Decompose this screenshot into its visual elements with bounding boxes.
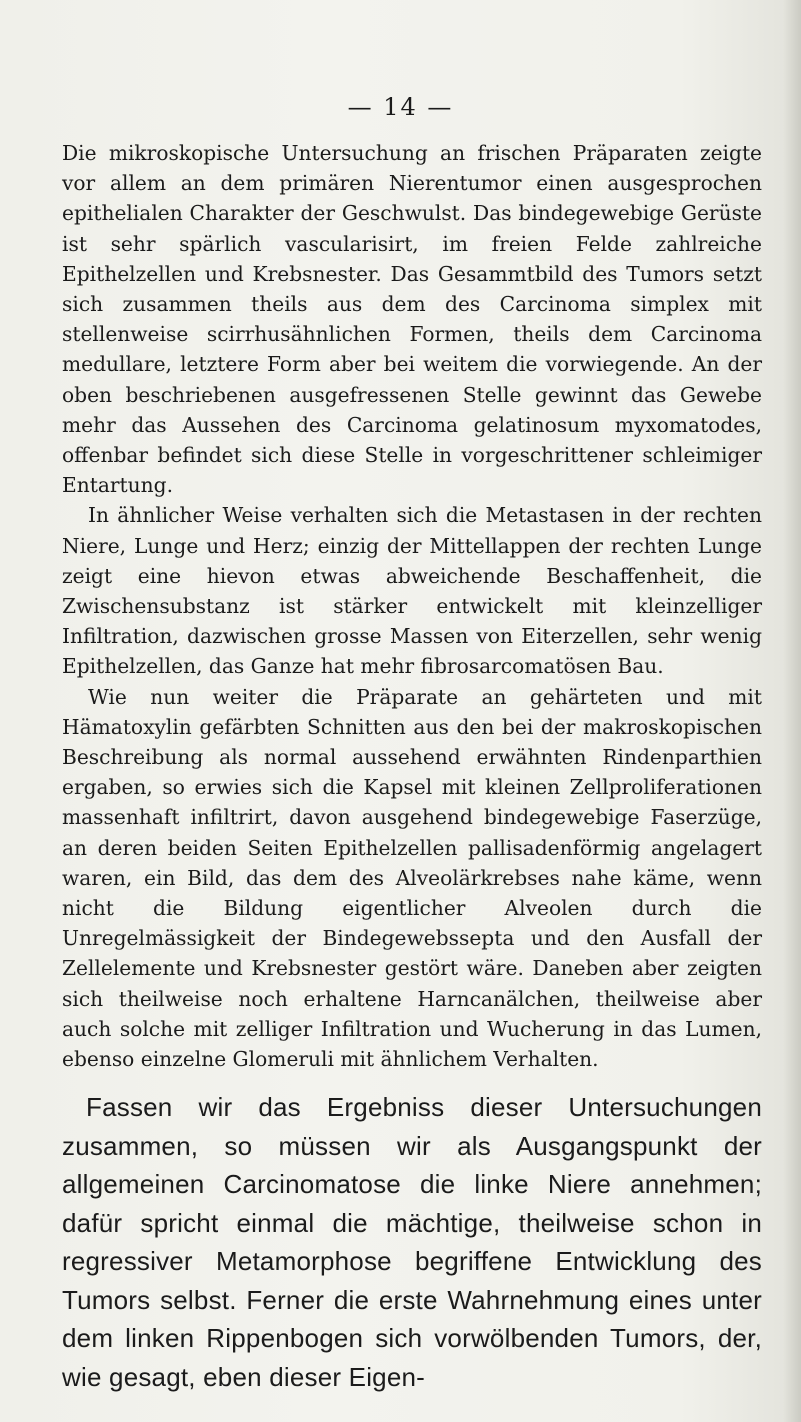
- paragraph-metastases: In ähnlicher Weise verhalten sich die Metastasen in der rechten Niere, Lunge und Herz; einzig der Mittellappen der rechten Lunge zeigt eine hievon etwas abweichende Beschaffenheit, die Zwischensubstanz ist stärker entwickelt mit kleinzelliger Infiltration, dazwischen grosse Massen von Eiterzellen, sehr wenig Epithelzellen, das Ganze hat mehr fibrosarcomatösen Bau.: [62, 503, 762, 679]
- page-body: [62, 138, 762, 1396]
- page-edge-shadow: [783, 0, 801, 1422]
- paragraph-hardened-sections: Wie nun weiter die Präparate an gehärteten und mit Hämatoxylin gefärbten Schnitten aus den bei der makroskopischen Beschreibung als normal aussehend erwähnten Rindenparthien ergaben, so erwies sich die Kapsel mit kleinen Zellproliferationen massenhaft infiltrirt, davon ausgehend bindegewebige Faserzüge, an deren beiden Seiten Epithelzellen pallisadenförmig angelagert waren, ein Bild, das dem des Alveolärkrebses nahe käme, wenn nicht die Bildung eigentlicher Alveolen durch die Unregelmässigkeit der Bindegewebssepta und den Ausfall der Zellelemente und Krebsnester gestört wäre. Daneben aber zeigten sich theilweise noch erhaltene Harncanälchen, theilweise aber auch solche mit zelliger Infiltration und Wucherung in das Lumen, ebenso einzelne Glomeruli mit ähnlichem Verhalten.: [62, 684, 762, 1072]
- paragraph-microscopic-findings: Die mikroskopische Untersuchung an frischen Präparaten zeigte vor allem an dem primären Nierentumor einen ausgesprochen epithelialen Charakter der Geschwulst. Das bindegewebige Gerüste ist sehr spärlich vascularisirt, im freien Felde zahlreiche Epithelzellen und Krebsnester. Das Gesammtbild des Tumors setzt sich zusammen theils aus dem des Carcinoma simplex mit stellenweise scirrhusähnlichen Formen, theils dem Carcinoma medullare, letztere Form aber bei weitem die vorwiegende. An der oben beschriebenen ausgefressenen Stelle gewinnt das Gewebe mehr das Aussehen des Carcinoma gelatinosum myxomatodes, offenbar befindet sich diese Stelle in vorgeschrittener schleimiger Entartung.: [62, 141, 762, 498]
- page-number-header: — 14 —: [347, 93, 454, 121]
- paragraph-summary: Fassen wir das Ergebniss dieser Untersuchungen zusammen, so müssen wir als Ausgangspunkt der allgemeinen Carcinomatose die linke Niere annehmen; dafür spricht einmal die mächtige, theilweise schon in regressiver Metamorphose begriffene Entwicklung des Tumors selbst. Ferner die erste Wahrnehmung eines unter dem linken Rippenbogen sich vorwölbenden Tumors, der, wie gesagt, eben dieser Eigen-: [62, 1092, 762, 1392]
